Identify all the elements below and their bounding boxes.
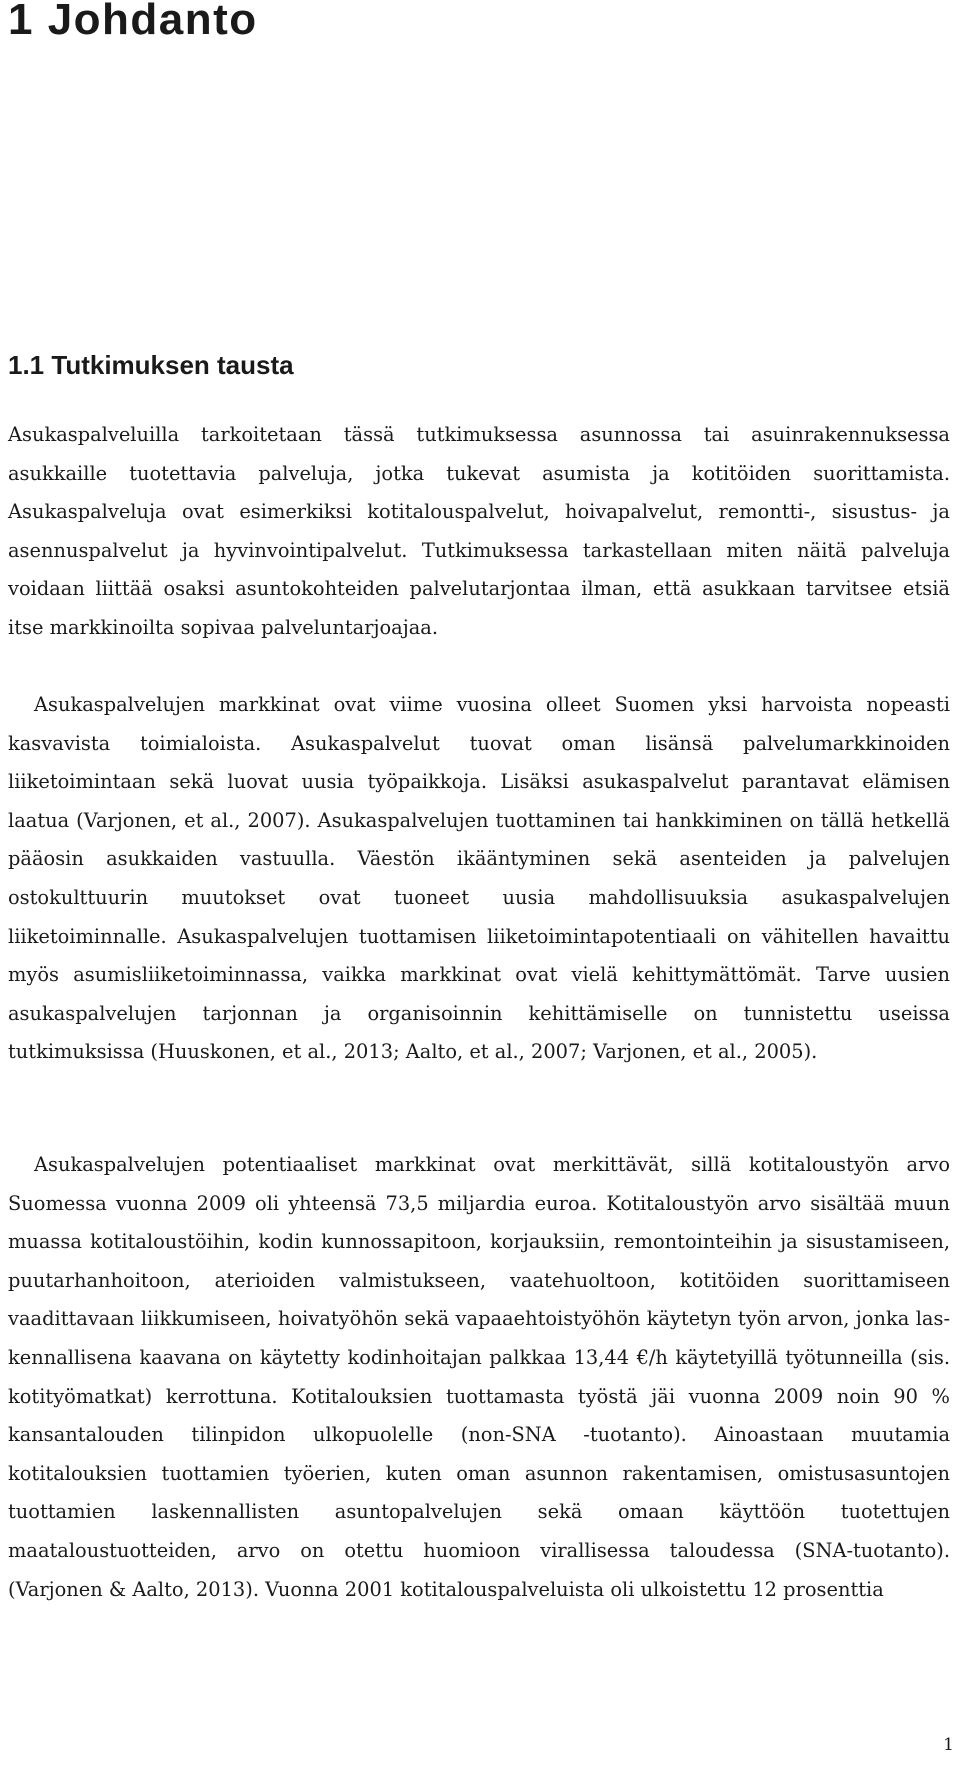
chapter-title: 1 Johdanto [8, 0, 258, 44]
section-title: 1.1 Tutkimuksen tausta [8, 350, 294, 380]
body-paragraph: Asukaspalveluilla tarkoitetaan tässä tutkimuksessa asunnossa tai asuinrakennuksessa asukkaille tuotettavia palveluja, jotka tukevat asumista ja kotitöiden suorittamista. Asukaspalveluja ovat esimerkiksi kotitalouspalvelut, hoivapalvelut, remontti-, sisustus- ja asennuspalvelut ja hyvinvointipalvelut. Tutkimuksessa tarkastellaan miten näitä palveluja voidaan liittää osaksi asuntokohteiden palvelutarjontaa ilman, että asukkaan tarvitsee etsiä itse markkinoilta sopivaa palveluntarjoajaa. [8, 423, 950, 639]
body-paragraph: Asukaspalvelujen potentiaaliset markkinat ovat merkittävät, sillä kotitaloustyön arvo Suomessa vuonna 2009 oli yhteensä 73,5 miljardia euroa. Kotitaloustyön arvo sisältää muun muassa kotitaloustöihin, kodin kunnossapitoon, korjauksiin, remontointeihin ja sisustamiseen, puutarhanhoitoon, aterioiden valmistukseen, vaatehuoltoon, kotitöiden suorittamiseen vaadittavaan liikkumiseen, hoivatyöhön sekä vapaaehtoistyöhön käytetyn työn arvon, jonka laskennallisena kaavana on käytetty kodinhoitajan palkkaa 13,44 €/h käytetyillä työtunneilla (sis. kotityömatkat) kerrottuna. Kotitalouksien tuottamasta työstä jäi vuonna 2009 noin 90 % kansantalouden tilinpidon ulkopuolelle (non-SNA -tuotanto). Ainoastaan muutamia kotitalouksien tuottamien työerien, kuten oman asunnon rakentamisen, omistusasuntojen tuottamien laskennallisten asuntopalvelujen sekä omaan käyttöön tuotettujen maataloustuotteiden, arvo on otettu huomioon virallisessa taloudessa (SNA-tuotanto). (Varjonen & Aalto, 2013). Vuonna 2001 kotitalouspalveluista oli ulkoistettu 12 prosenttia [8, 1153, 950, 1601]
page-number: 1 [943, 1735, 954, 1755]
body-paragraph: Asukaspalvelujen markkinat ovat viime vuosina olleet Suomen yksi harvoista nopeasti kasvavista toimialoista. Asukaspalvelut tuovat oman lisänsä palvelumarkkinoiden liiketoimintaan sekä luovat uusia työpaikkoja. Lisäksi asukaspalvelut parantavat elämisen laatua (Varjonen, et al., 2007). Asukaspalvelujen tuottaminen tai hankkiminen on tällä hetkellä pääosin asukkaiden vastuulla. Väestön ikääntyminen sekä asenteiden ja palvelujen ostokulttuurin muutokset ovat tuoneet uusia mahdollisuuksia asukaspalvelujen liiketoiminnalle. Asukaspalvelujen tuottamisen liiketoimintapotentiaali on vähitellen havaittu myös asumisliiketoiminnassa, vaikka markkinat ovat vielä kehittymättömät. Tarve uusien asukaspalvelujen tarjonnan ja organisoinnin kehittämiselle on tunnistettu useissa tutkimuksissa (Huuskonen, et al., 2013; Aalto, et al., 2007; Varjonen, et al., 2005). [8, 693, 950, 1064]
